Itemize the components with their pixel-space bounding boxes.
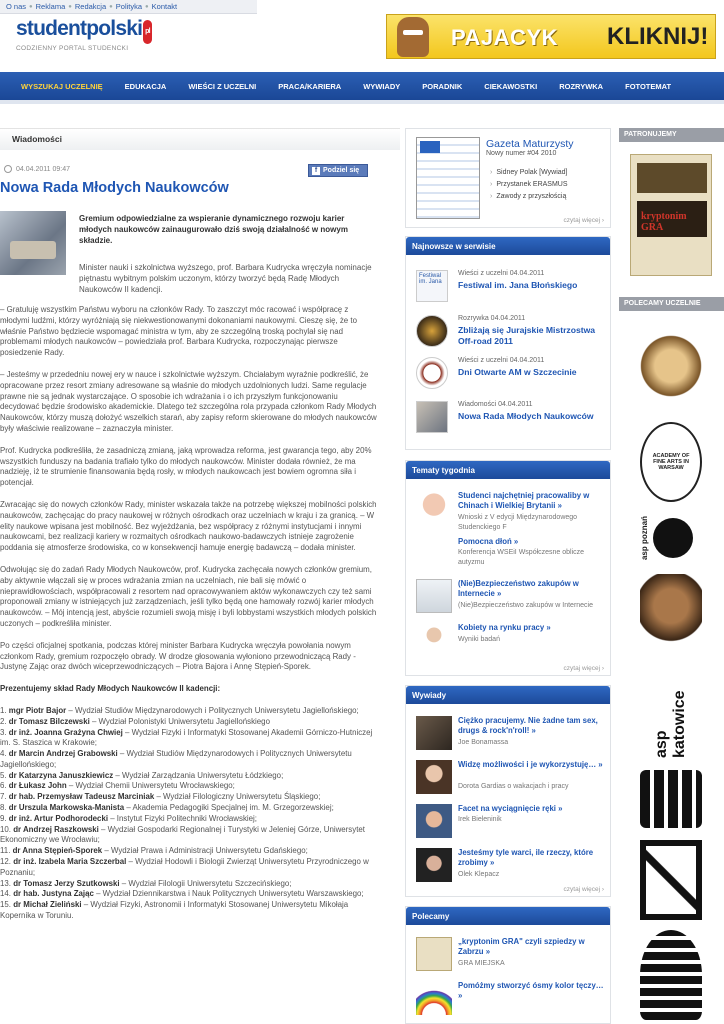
logo-suffix: pl xyxy=(143,20,152,44)
main-nav xyxy=(0,72,724,100)
member-name: dr hab. Justyna Zając xyxy=(13,889,94,899)
member-name: dr Urszula Markowska-Manista xyxy=(8,803,125,813)
member-item xyxy=(0,879,378,890)
gazeta-item[interactable]: › Zawody z przyszłością xyxy=(490,193,568,200)
circle-logo-icon xyxy=(653,518,693,558)
interview-title[interactable]: Facet na wyciągnięcie ręki » xyxy=(458,804,563,813)
member-affiliation: – Wydział Studiów Międzynarodowych i Politycznych Uniwersytetu Jagiellońskiego; xyxy=(66,705,359,715)
member-item xyxy=(0,846,378,857)
member-name: dr inż. Izabela Maria Szczerbal xyxy=(13,857,127,867)
member-number: 10. xyxy=(0,824,11,834)
member-number: 6. xyxy=(0,781,7,791)
gazeta-title[interactable]: Gazeta Maturzysty xyxy=(486,138,574,150)
member-number: 8. xyxy=(0,803,7,813)
gazeta-maturzysty-box xyxy=(405,128,611,228)
member-name: dr Anna Stępień-Sporek xyxy=(12,846,103,856)
member-item xyxy=(0,728,378,750)
top-link-redakcja[interactable]: Redakcja xyxy=(74,2,107,11)
nav-wyszukaj-uczelnie[interactable]: WYSZUKAJ UCZELNIĘ xyxy=(21,81,103,91)
news-category: Rozrywka 04.04.2011 xyxy=(458,315,526,322)
facebook-icon: f xyxy=(312,167,320,175)
nav-ciekawostki[interactable]: CIEKAWOSTKI xyxy=(484,81,538,91)
member-item xyxy=(0,857,378,879)
interview-title[interactable]: Ciężko pracujemy. Nie żadne tam sex, drugs & rock'n'roll! » xyxy=(458,716,598,735)
member-number: 12. xyxy=(0,857,11,867)
breadcrumb[interactable]: Wiadomości xyxy=(0,128,400,150)
article-lead: Gremium odpowiedzialne za wspieranie dynamicznego rozwoju karier młodych naukowców zainaugurowało dziś swoją działalność w nowym składzie. xyxy=(79,214,348,245)
member-number: 1. xyxy=(0,705,7,715)
top-link-polityka[interactable]: Polityka xyxy=(115,2,143,11)
interview-title[interactable]: Widzę możliwości i je wykorzystuję… » xyxy=(458,760,603,769)
member-item xyxy=(0,717,378,728)
wywiady-more-link[interactable]: czytaj więcej › xyxy=(563,886,604,893)
http-thumb xyxy=(416,579,452,613)
polecamy-box xyxy=(405,906,611,1024)
news-category: Wiadomości 04.04.2011 xyxy=(458,401,533,408)
article-paragraph: – Gratuluję wszystkim Państwu wyboru na członków Rady. To zaszczyt móc racować i współpracę z młodymi ludźmi, którzy wyróżniają się niekwestionowanymi dokonaniami naukowymi. Cieszę się, że to właśnie Państwo będziecie wspomagać ministra w tym, aby ze szczególną troską pochylał się nad problemami młodych naukowców – powiedziała prof. Barbara Kudrycka, rozpoczynając pierwsze posiedzenie Rady. xyxy=(0,305,357,358)
member-item xyxy=(0,900,378,922)
member-affiliation: – Wydział Zarządzania Uniwersytetu Łódzkiego; xyxy=(113,770,284,780)
asp-warsaw-logo[interactable]: ACADEMY OF FINE ARTS IN WARSAW xyxy=(640,422,702,502)
banner-right-text: KLIKNIJ! xyxy=(607,23,709,50)
topic-sub: Wnioski z V edycji Międzynarodowego Studenckiego F xyxy=(458,514,578,531)
member-number: 4. xyxy=(0,749,7,759)
logo-name: studentpolski xyxy=(16,17,143,40)
logo-tagline: CODZIENNY PORTAL STUDENCKI xyxy=(16,45,129,52)
gazeta-item[interactable]: › Przystanek ERASMUS xyxy=(490,181,568,188)
top-link-reklama[interactable]: Reklama xyxy=(35,2,66,11)
recommend-title[interactable]: Pomóżmy stworzyć ósmy kolor tęczy… » xyxy=(458,981,604,1000)
member-affiliation: – Wydział Hodowli i Biologii Zwierząt Uniwersytetu Przyrodniczego w Poznaniu; xyxy=(0,857,369,877)
member-affiliation: – Instytut Fizyki Politechniki Wrocławskiej; xyxy=(108,813,257,823)
wywiady-box xyxy=(405,685,611,897)
recommend-title[interactable]: „kryptonim GRA" czyli szpiedzy w Zabrzu » xyxy=(458,937,585,956)
member-affiliation: – Wydział Dziennikarstwa i Nauk Politycznych Uniwersytetu Warszawskiego; xyxy=(93,889,364,899)
member-name: dr Katarzyna Januszkiewicz xyxy=(8,770,114,780)
member-item xyxy=(0,771,378,782)
article-body xyxy=(0,305,378,922)
member-name: dr inż. Artur Podhorodecki xyxy=(8,813,109,823)
nav-poradnik[interactable]: PORADNIK xyxy=(422,81,463,91)
article-paragraph: Po części oficjalnej spotkania, podczas której minister Barbara Kudrycka wręczyła powołania nowym członkom Rady, gremium rozpoczęło obrady. W drodze głosowania wyłoniono przewodniczącą Rady - Justynę Zając oraz dwóch wiceprzewodniczących – Piotra Bajora i Annę Stępień-Sporek. xyxy=(0,640,356,672)
news-title[interactable]: Zbliżają się Jurajskie Mistrzostwa Off-road 2011 xyxy=(458,325,596,346)
olek-thumb xyxy=(416,848,452,882)
member-affiliation: – Akademia Pedagogiki Specjalnej im. M. Grzegorzewskiej; xyxy=(124,803,334,813)
asp-katowice-text: asp katowice xyxy=(653,690,688,758)
member-affiliation: – Wydział Gospodarki Regionalnej i Turystyki w Jeleniej Górze, Uniwersytet Ekonomiczny we Wrocławiu; xyxy=(0,824,365,845)
topic-sub: (Nie)Bezpieczeństwo zakupów w Internecie xyxy=(458,602,594,609)
interview-sub: Dorota Gardias o wakacjach i pracy xyxy=(458,783,569,790)
gazeta-subtitle: Nowy numer #04 2010 xyxy=(486,150,557,157)
interview-sub: Olek Klepacz xyxy=(458,871,500,878)
topic-title[interactable]: Studenci najchętniej pracowaliby w Chinach i Wielkiej Brytanii » xyxy=(458,491,590,510)
clock-icon xyxy=(4,165,12,173)
member-item xyxy=(0,889,378,900)
gazeta-item[interactable]: › Sidney Polak [Wywiad] xyxy=(490,169,568,176)
topic-title[interactable]: (Nie)Bezpieczeństwo zakupów w Internecie » xyxy=(458,579,579,598)
members-list-header: Prezentujemy skład Rady Młodych Naukowców II kadencji: xyxy=(0,684,221,694)
member-item xyxy=(0,814,378,825)
member-number: 2. xyxy=(0,716,7,726)
rada-thumb xyxy=(416,401,448,433)
member-affiliation: – Wydział Prawa i Administracji Uniwersytetu Gdańskiego; xyxy=(102,846,308,856)
news-category: Wieści z uczelni 04.04.2011 xyxy=(458,270,545,277)
irek-thumb xyxy=(416,804,452,838)
nav-edukacja[interactable]: EDUKACJA xyxy=(124,81,167,91)
hand-thumb xyxy=(416,491,452,525)
rainbow-thumb xyxy=(416,981,452,1015)
news-title[interactable]: Nowa Rada Młodych Naukowców xyxy=(458,411,594,421)
najnowsze-box xyxy=(405,236,611,450)
topic-title[interactable]: Kobiety na rynku pracy » xyxy=(458,623,551,632)
article-paragraph: Zwracając się do nowych członków Rady, minister wskazała także na potrzebę większej mobilności polskich naukowców, zachęcając do pracy naukowej w różnych ośrodkach oraz uczelniach w kraju i za granicą. – W elity naukowe wpisana jest mobilność. Bez wyjeżdżania, bez współpracy z różnymi instytucjami i innymi naukowcami, bez realizacji kariery w rozmaitych ośrodkach naukowo-badawczych istnieje zagrożenie poddania się atmosferze środowiska, co w konsekwencji hamuje energię badawczą – dodała minister. xyxy=(0,499,377,553)
member-affiliation: – Wydział Polonistyki Uniwersytetu Jagiellońskiego xyxy=(89,716,270,726)
member-affiliation: – Wydział Studiów Międzynarodowych i Politycznych Uniwersytetu Jagiellońskiego; xyxy=(0,749,352,769)
interview-sub: Joe Bonamassa xyxy=(458,739,509,746)
member-number: 11. xyxy=(0,846,11,856)
member-number: 14. xyxy=(0,889,11,899)
nav-praca-kariera[interactable]: PRACA/KARIERA xyxy=(278,81,342,91)
top-link-o-nas[interactable]: O nas xyxy=(6,2,27,11)
interview-title[interactable]: Jesteśmy tyle warci, ile rzeczy, które zrobimy » xyxy=(458,848,594,867)
member-item xyxy=(0,781,378,792)
member-number: 3. xyxy=(0,727,7,737)
striped-logo[interactable] xyxy=(640,930,702,1020)
najnowsze-header: Najnowsze w serwisie xyxy=(406,237,610,255)
site-logo[interactable] xyxy=(16,18,186,63)
lyre-logo[interactable] xyxy=(640,322,702,410)
tematy-tygodnia-box xyxy=(405,460,611,676)
article-paragraph: Prof. Kudrycka podkreśliła, że zasadniczą zmianą, jaką wprowadza reforma, jest gwarancja tego, aby 20% wszystkich funduszy na badania trafiało tylko do młodych naukowców. Minister dodała również, że ma nadzieję, iż te strumienie finansowania będą rosły, w młodych naukowcach jest bowiem ogromna siła i potencjał. xyxy=(0,445,372,488)
article-paragraph: Odwołując się do zadań Rady Młodych Naukowców, prof. Kudrycka zachęcała nowych członków gremium, aby aktywnie włączali się w proces wdrażania zmian na uczelniach, nie bali się mówić o nieprawidłowościach, współpracowali z resortem nad opracowywaniem aktów wykonawczych czy też sami proponowali zmiany w istniejących już zarządzeniach, jeśli tylko będą one hamowały rozwój karier młodych naukowców. – Mój intencją jest, abyście rozumieli swoją misję i byli lobbystami wszystkich młodych polskich uczonych – podkreśliła minister. xyxy=(0,564,377,628)
news-title[interactable]: Festiwal im. Jana Błońskiego xyxy=(458,280,578,290)
interview-sub: Irek Bieleninik xyxy=(458,816,502,823)
member-name: dr inż. Joanna Grażyna Chwiej xyxy=(8,727,123,737)
member-name: dr Michał Zieliński xyxy=(13,900,82,910)
member-item xyxy=(0,749,378,771)
member-name: dr Tomasz Bilczewski xyxy=(8,716,90,726)
painting-logo[interactable] xyxy=(640,574,702,654)
polecamy-uczelnie-header: POLECAMY UCZELNIE xyxy=(619,297,724,311)
am-szczecin-logo xyxy=(416,357,448,389)
top-link-kontakt[interactable]: Kontakt xyxy=(151,2,178,11)
recommend-sub: GRA MIEJSKA xyxy=(458,960,505,967)
wywiady-header: Wywiady xyxy=(406,686,610,704)
article-title: Nowa Rada Młodych Naukowców xyxy=(0,180,229,196)
members-list xyxy=(0,706,378,922)
member-number: 15. xyxy=(0,900,11,910)
topic-title[interactable]: Pomocna dłoń » xyxy=(458,537,519,546)
nav-wiesci-z-uczelni[interactable]: WIEŚCI Z UCZELNI xyxy=(188,81,257,91)
topic-sub: Wyniki badań xyxy=(458,636,500,643)
member-number: 9. xyxy=(0,813,7,823)
member-affiliation: – Wydział Filologiczny Uniwersytetu Śląskiego; xyxy=(154,792,321,802)
member-name: dr Łukasz John xyxy=(8,781,67,791)
asp-poznan-logo[interactable] xyxy=(640,512,702,564)
banner-left-text: PAJACYK xyxy=(451,25,559,50)
member-affiliation: – Wydział Fizyki i Informatyki Stosowanej Akademii Górniczo-Hutniczej im. S. Staszica w Krakowie; xyxy=(0,727,373,748)
member-affiliation: – Wydział Filologii Uniwersytetu Szczecińskiego; xyxy=(119,878,292,888)
member-item xyxy=(0,825,378,847)
article-photo xyxy=(0,211,66,275)
gazeta-list xyxy=(490,169,568,205)
patronujemy-header: PATRONUJEMY xyxy=(619,128,724,142)
polecamy-header: Polecamy xyxy=(406,907,610,925)
offroad-thumb xyxy=(416,315,448,347)
asp-poznan-text: asp poznań xyxy=(640,515,649,560)
nav-fototemat[interactable]: FOTOTEMAT xyxy=(625,81,672,91)
magazine-cover[interactable] xyxy=(416,137,480,219)
share-label: Podziel się xyxy=(323,167,360,174)
tematy-header: Tematy tygodnia xyxy=(406,461,610,479)
geometric-logo[interactable] xyxy=(640,840,702,920)
kryptonim-gra-poster[interactable] xyxy=(630,154,712,276)
member-name: dr Tomasz Jerzy Szutkowski xyxy=(13,878,120,888)
woman-thumb xyxy=(416,623,452,657)
asp-katowice-logo[interactable] xyxy=(640,668,702,758)
article-lead-secondary: Minister nauki i szkolnictwa wyższego, prof. Barbara Kudrycka wręczyła nominacje piętnastu wybitnym polskim uczonym, którzy tworzyć będą Radę Młodych Naukowców II kadencji. xyxy=(79,263,372,294)
gazeta-more-link[interactable]: czytaj więcej › xyxy=(563,217,604,224)
share-button[interactable] xyxy=(308,164,368,177)
news-category: Wieści z uczelni 04.04.2011 xyxy=(458,357,545,364)
nav-wywiady[interactable]: WYWIADY xyxy=(363,81,401,91)
member-item xyxy=(0,803,378,814)
member-number: 7. xyxy=(0,792,7,802)
member-name: mgr Piotr Bajor xyxy=(8,705,67,715)
guitarist-thumb xyxy=(416,716,452,750)
member-number: 5. xyxy=(0,770,7,780)
member-item xyxy=(0,792,378,803)
top-links-bar: O nas ● Reklama ● Redakcja ● Polityka ● Kontakt xyxy=(0,0,257,14)
dorota-thumb xyxy=(416,760,452,794)
member-number: 13. xyxy=(0,878,11,888)
member-item xyxy=(0,706,378,717)
member-name: dr hab. Przemysław Tadeusz Marciniak xyxy=(8,792,155,802)
topic-sub: Konferencja WSEiI Współczesne oblicze autyzmu xyxy=(458,549,585,566)
puppet-icon xyxy=(397,17,429,57)
member-affiliation: – Wydział Chemii Uniwersytetu Wrocławskiego; xyxy=(66,781,235,791)
black-pattern-logo[interactable] xyxy=(640,770,702,828)
article-date-text: 04.04.2011 09:47 xyxy=(16,165,70,173)
kryptonim-thumb xyxy=(416,937,452,971)
article-date xyxy=(4,165,70,173)
poster-title: kryptonim GRA xyxy=(641,211,687,233)
article-paragraph: – Jesteśmy w przededniu nowej ery w nauce i szkolnictwie wyższym. Chciałabym wyraźnie podkreślić, że opracowane przez resort zmiany adresowane są właśnie do młodych uzdolnionych ludzi. Same regulacje prawne nie są jednak wystarczające. O sposobie ich wdrażania i o ich przyszłym funkcjonowaniu decydować będzie środowisko akademickie. Dlatego też szczególna rola przypada członkom Rady Młodych Naukowców, którzy muszą dołożyć wszelkich starań, aby zapisy reform skierowane do młodych naukowców były właściwie realizowane – zaznaczyła minister. xyxy=(0,369,377,433)
poster-photo xyxy=(637,163,707,193)
nav-rozrywka[interactable]: ROZRYWKA xyxy=(559,81,604,91)
nav-divider xyxy=(0,100,724,104)
member-name: dr Andrzej Raszkowski xyxy=(13,824,99,834)
tematy-more-link[interactable]: czytaj więcej › xyxy=(563,665,604,672)
member-name: dr Marcin Andrzej Grabowski xyxy=(8,749,118,759)
pajacyk-banner[interactable] xyxy=(386,14,716,59)
news-title[interactable]: Dni Otwarte AM w Szczecinie xyxy=(458,367,577,377)
member-affiliation: – Wydział Fizyki, Astronomii i Informatyki Stosowanej Uniwersytetu Mikołaja Kopernika w Toruniu. xyxy=(0,900,349,921)
festiwal-thumb: Festiwal im. Jana xyxy=(416,270,448,302)
